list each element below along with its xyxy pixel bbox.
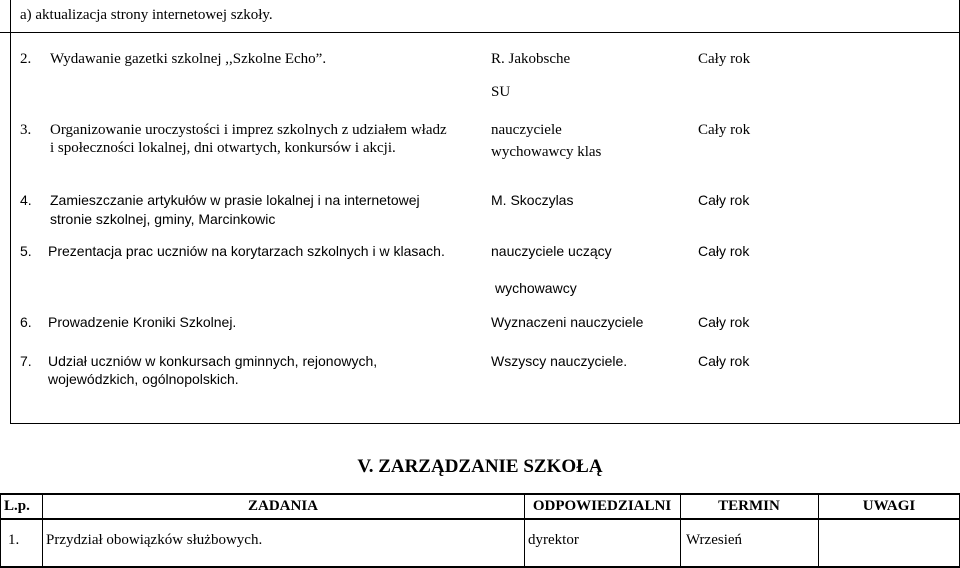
row-3-number: 3.: [20, 122, 32, 138]
row-5-number: 5.: [20, 243, 32, 259]
row-2-term: Cały rok: [698, 51, 751, 67]
row-4-responsible: M. Skoczylas: [491, 192, 574, 208]
row-4-term: Cały rok: [698, 192, 750, 208]
table2-row1-number: 1.: [8, 532, 20, 548]
row-6-responsible: Wyznaczeni nauczyciele: [491, 314, 644, 330]
row-7-term: Cały rok: [698, 353, 750, 369]
row-7-number: 7.: [20, 353, 32, 369]
row-7-responsible: Wszyscy nauczyciele.: [491, 353, 628, 369]
row-4-task-line1: Zamieszczanie artykułów w prasie lokalnej i na internetowej: [50, 192, 420, 208]
table-border-top-row: [0, 32, 960, 33]
table2-border-top: [0, 493, 960, 495]
row-7-task-line1: Udział uczniów w konkursach gminnych, rejonowych,: [48, 353, 378, 369]
table2-header-term: TERMIN: [718, 498, 780, 514]
row-6-number: 6.: [20, 314, 32, 330]
row-7-task-line2: wojewódzkich, ogólnopolskich.: [48, 371, 239, 387]
table2-row1-task: Przydział obowiązków służbowych.: [46, 532, 263, 548]
section-title: V. ZARZĄDZANIE SZKOŁĄ: [357, 456, 603, 477]
row-2-number: 2.: [20, 51, 32, 67]
row-4-number: 4.: [20, 192, 32, 208]
row-3-responsible-2: wychowawcy klas: [491, 144, 602, 160]
row-3-responsible: nauczyciele: [491, 122, 562, 138]
row-3-term: Cały rok: [698, 122, 751, 138]
table2-header-tasks: ZADANIA: [247, 498, 318, 514]
table-border-bottom: [10, 423, 960, 424]
row-5-responsible: nauczyciele uczący: [491, 243, 612, 259]
row-2-responsible: R. Jakobsche: [491, 51, 571, 67]
row-3-task-line2: i społeczności lokalnej, dni otwartych, konkursów i akcji.: [50, 140, 396, 156]
row-2-responsible-2: SU: [491, 84, 511, 100]
table2-header-responsible: ODPOWIEDZIALNI: [532, 498, 672, 514]
table-border-left: [10, 0, 11, 424]
table2-row1-responsible: dyrektor: [528, 532, 579, 548]
row-5-term: Cały rok: [698, 243, 750, 259]
table2-col-sep-0: [0, 493, 1, 568]
row-3-task-line1: Organizowanie uroczystości i imprez szkolnych z udziałem władz: [50, 122, 447, 138]
row-5-responsible-2: wychowawcy: [495, 280, 577, 296]
table2-border-header-bottom: [0, 518, 960, 520]
row-4-task-line2: stronie szkolnej, gminy, Marcinkowic: [50, 211, 276, 227]
row-6-task: Prowadzenie Kroniki Szkolnej.: [48, 314, 237, 330]
table2-header-notes: UWAGI: [862, 498, 916, 514]
row-2-task: Wydawanie gazetki szkolnej ,,Szkolne Echo”.: [50, 51, 327, 67]
table2-row1-term: Wrzesień: [686, 532, 743, 548]
table2-header-lp: L.p.: [4, 498, 30, 514]
top-row-text: a) aktualizacja strony internetowej szkoły.: [20, 7, 273, 23]
row-5-task: Prezentacja prac uczniów na korytarzach szkolnych i w klasach.: [48, 243, 445, 259]
row-6-term: Cały rok: [698, 314, 750, 330]
